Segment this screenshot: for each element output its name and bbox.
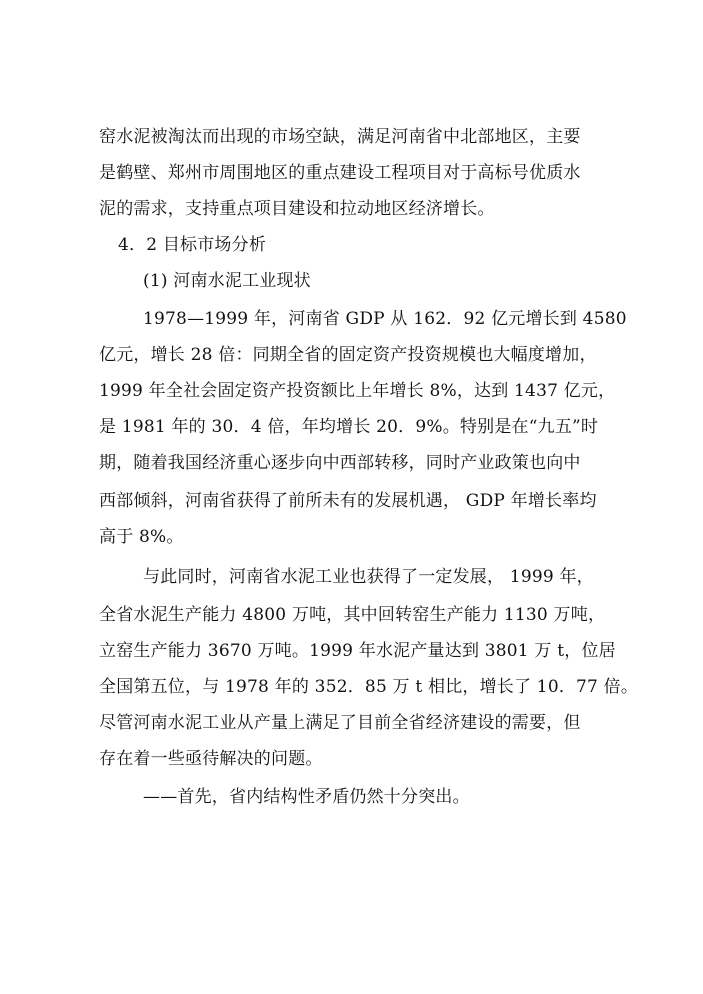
paragraph-line: 高于 8%。 [99,527,184,547]
paragraph-line: 窑水泥被淘汰而出现的市场空缺，满足河南省中北部地区，主要 [99,127,581,147]
paragraph-line: 期，随着我国经济重心逐步向中西部转移，同时产业政策也向中 [99,453,581,473]
paragraph-line: 尽管河南水泥工业从产量上满足了目前全省经济建设的需要，但 [99,713,581,733]
paragraph-line: 与此同时，河南省水泥工业也获得了一定发展， 1999 年， [143,567,594,587]
paragraph-line: 亿元，增长 28 倍：同期全省的固定资产投资规模也大幅度增加， [99,345,597,365]
paragraph-line: 1999 年全社会固定资产投资额比上年增长 8%，达到 1437 亿元， [99,381,616,401]
paragraph-line: 西部倾斜，河南省获得了前所未有的发展机遇， GDP 年增长率均 [99,491,597,511]
paragraph-line: 是 1981 年的 30．4 倍，年均增长 20．9%。特别是在“九五”时 [99,417,599,437]
paragraph-line: 立窑生产能力 3670 万吨。1999 年水泥产量达到 3801 万 t，位居 [99,641,616,661]
paragraph-line: 全省水泥生产能力 4800 万吨，其中回转窑生产能力 1130 万吨， [99,605,606,625]
paragraph-line: 全国第五位，与 1978 年的 352．85 万 t 相比，增长了 10．77 倍。 [99,677,639,697]
paragraph-line: 泥的需求，支持重点项目建设和拉动地区经济增长。 [99,199,495,219]
paragraph-line: 是鹤壁、郑州市周围地区的重点建设工程项目对于高标号优质水 [99,163,581,183]
section-heading: 4．2 目标市场分析 [118,235,267,255]
paragraph-line: 存在着一些亟待解决的问题。 [99,749,323,769]
subsection-heading: (1) 河南水泥工业现状 [143,271,311,291]
paragraph-line: 1978—1999 年，河南省 GDP 从 162．92 亿元增长到 4580 [143,309,627,329]
paragraph-line: ——首先，省内结构性矛盾仍然十分突出。 [143,787,470,807]
